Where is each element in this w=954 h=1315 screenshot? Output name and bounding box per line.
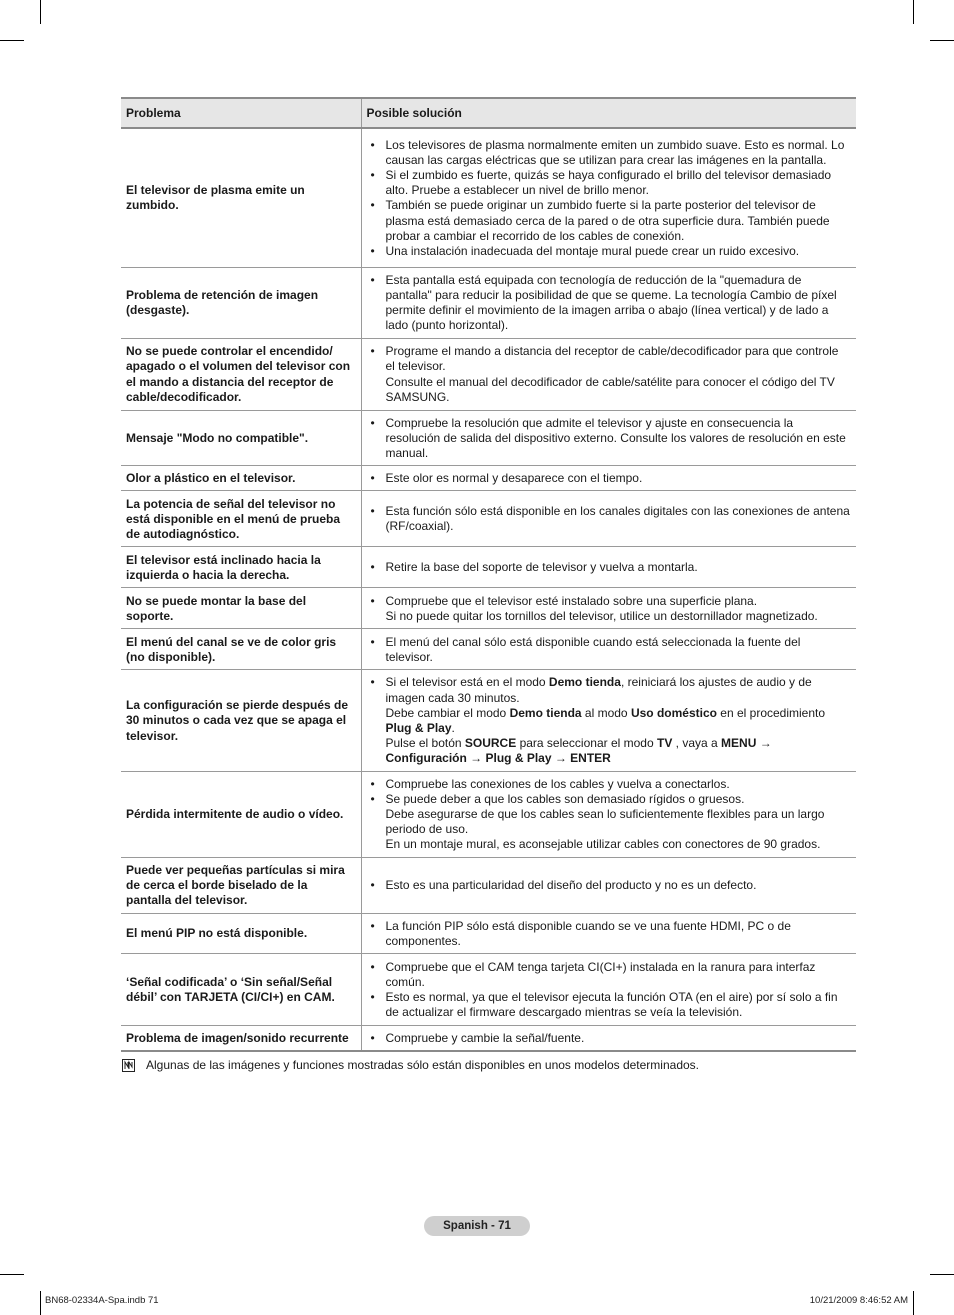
table-row <box>121 953 856 1025</box>
table-row <box>121 128 856 267</box>
solution-item: • Si el zumbido es fuerte, quizás se haya configurado el brillo del televisor demasiado alto. Pruebe a establecer un nivel de brillo menor. <box>367 168 852 198</box>
solution-line: • Programe el mando a distancia del receptor de cable/decodificador para que controle el televisor. <box>385 344 839 374</box>
solution-item: • Esto es normal, ya que el televisor ejecuta la función OTA (en el aire) por sí solo a fin de actualizar el firmware descargado mientras se veía la televisión. <box>367 990 852 1020</box>
solution-cell <box>361 1025 856 1051</box>
solution-item: • Compruebe las conexiones de los cables y vuelva a conectarlos. <box>367 777 852 792</box>
table-row <box>121 588 856 629</box>
solution-line: En un montaje mural, es aconsejable utilizar cables con conectores de 90 grados. <box>385 837 821 852</box>
solution-item <box>367 792 852 853</box>
crop-mark <box>40 0 41 24</box>
solution-cell <box>361 338 856 410</box>
text-run: , reiniciará los ajustes de audio y de imagen cada 30 minutos. <box>385 675 812 705</box>
troubleshooting-table <box>121 97 856 1052</box>
solution-cell <box>361 410 856 466</box>
solution-item: • Compruebe y cambie la señal/fuente. <box>367 1031 852 1046</box>
bold-run: MENU <box>721 736 757 751</box>
footnote <box>122 1058 699 1072</box>
problem-cell: Olor a plástico en el televisor. <box>121 466 361 491</box>
solution-cell <box>361 466 856 491</box>
solution-item <box>367 594 852 624</box>
solution-line: • Compruebe que el televisor esté instalado sobre una superficie plana. <box>385 593 758 608</box>
solution-item: • Compruebe la resolución que admite el televisor y ajuste en consecuencia la resolución de salida del dispositivo externo. Consulte los valores de resolución en este manual. <box>367 416 852 462</box>
table-row <box>121 267 856 338</box>
table-row <box>121 466 856 491</box>
bold-run: Plug & Play <box>385 720 452 735</box>
problem-cell: ‘Señal codificada’ o ‘Sin señal/Señal débil’ con TARJETA (CI/CI+) en CAM. <box>121 953 361 1025</box>
crop-mark <box>930 1274 954 1275</box>
text-run: al modo <box>581 705 631 720</box>
problem-cell: La configuración se pierde después de 30 minutos o cada vez que se apaga el televisor. <box>121 670 361 771</box>
table-row <box>121 913 856 953</box>
table-row <box>121 547 856 588</box>
footer-datetime: 10/21/2009 8:46:52 AM <box>809 1295 908 1306</box>
problem-cell: Puede ver pequeñas partículas si mira de cerca el borde biselado de la pantalla del televisor. <box>121 857 361 913</box>
solution-item: • Los televisores de plasma normalmente emiten un zumbido suave. Esto es normal. Lo causan las cargas eléctricas que se utilizan para crear las imágenes en la pantalla. <box>367 138 852 168</box>
problem-cell: El televisor de plasma emite un zumbido. <box>121 128 361 267</box>
solution-cell <box>361 491 856 547</box>
solution-item <box>367 675 852 766</box>
solution-line <box>386 675 852 705</box>
solution-line <box>386 706 852 736</box>
problem-cell: El menú del canal se ve de color gris (no disponible). <box>121 629 361 670</box>
solution-item: • El menú del canal sólo está disponible cuando está seleccionada la fuente del televisor. <box>367 635 852 665</box>
table-row <box>121 629 856 670</box>
solution-item <box>367 344 852 405</box>
problem-cell: No se puede montar la base del soporte. <box>121 588 361 629</box>
footnote-text: Algunas de las imágenes y funciones mostradas sólo están disponibles en unos modelos determinados. <box>146 1058 699 1072</box>
note-icon <box>122 1059 135 1072</box>
problem-cell: Mensaje "Modo no compatible". <box>121 410 361 466</box>
table-row <box>121 771 856 857</box>
crop-mark <box>40 1291 41 1315</box>
crop-mark <box>0 1274 24 1275</box>
solution-cell <box>361 953 856 1025</box>
solution-line: • Se puede deber a que los cables son demasiado rígidos o gruesos. <box>385 791 745 806</box>
crop-mark <box>0 40 24 41</box>
solution-item: • Una instalación inadecuada del montaje mural puede crear un ruido excesivo. <box>367 244 852 259</box>
solution-cell <box>361 267 856 338</box>
solution-cell <box>361 771 856 857</box>
header-problem: Problema <box>121 98 361 128</box>
text-run: Debe cambiar el modo <box>385 705 510 720</box>
solution-item: • Esto es una particularidad del diseño del producto y no es un defecto. <box>367 878 852 893</box>
page-number-label: Spanish - 71 <box>424 1216 530 1236</box>
text-run: , vaya a <box>672 736 722 751</box>
text-run: → <box>756 736 772 751</box>
table-header-row <box>121 98 856 128</box>
footer-file: BN68-02334A-Spa.indb 71 <box>45 1295 159 1306</box>
bold-run: SOURCE <box>464 736 517 751</box>
solution-cell <box>361 670 856 771</box>
text-run: en el procedimiento <box>716 705 826 720</box>
table-row <box>121 857 856 913</box>
solution-cell <box>361 547 856 588</box>
crop-mark <box>913 1291 914 1315</box>
problem-cell: Problema de imagen/sonido recurrente <box>121 1025 361 1051</box>
problem-cell: El televisor está inclinado hacia la izquierda o hacia la derecha. <box>121 547 361 588</box>
bold-run: TV <box>656 736 673 751</box>
solution-cell <box>361 629 856 670</box>
solution-line: Si no puede quitar los tornillos del televisor, utilice un destornillador magnetizado. <box>385 608 818 623</box>
bold-run: Demo tienda <box>509 705 582 720</box>
bold-run: Demo tienda <box>548 675 621 690</box>
table-row <box>121 670 856 771</box>
table-row <box>121 491 856 547</box>
solution-cell <box>361 128 856 267</box>
solution-line: Debe asegurarse de que los cables sean lo suficientemente flexibles para un largo periodo de uso. <box>385 806 825 837</box>
solution-cell <box>361 857 856 913</box>
table-row <box>121 338 856 410</box>
crop-mark <box>930 40 954 41</box>
header-solution: Posible solución <box>361 98 856 128</box>
solution-item: • La función PIP sólo está disponible cuando se ve una fuente HDMI, PC o de componentes. <box>367 919 852 949</box>
problem-cell: Pérdida intermitente de audio o vídeo. <box>121 771 361 857</box>
text-run: Si el televisor está en el modo <box>385 675 549 690</box>
solution-item: • Esta función sólo está disponible en los canales digitales con las conexiones de antena (RF/coaxial). <box>367 504 852 534</box>
solution-cell <box>361 913 856 953</box>
problem-cell: Problema de retención de imagen (desgaste). <box>121 267 361 338</box>
table-row <box>121 410 856 466</box>
solution-item: • Este olor es normal y desaparece con el tiempo. <box>367 471 852 486</box>
solution-item: • Retire la base del soporte de televisor y vuelva a montarla. <box>367 560 852 575</box>
text-run: . <box>451 720 455 735</box>
text-run: para seleccionar el modo <box>516 736 657 751</box>
crop-mark <box>913 0 914 24</box>
solution-item: • Compruebe que el CAM tenga tarjeta CI(CI+) instalada en la ranura para interfaz común. <box>367 960 852 990</box>
table-row <box>121 1025 856 1051</box>
solution-line: Configuración → Plug & Play → ENTER <box>385 751 611 766</box>
text-run: Pulse el botón <box>385 736 465 751</box>
solution-line: Consulte el manual del decodificador de cable/satélite para conocer el código del TV SAMSUNG. <box>385 374 835 404</box>
problem-cell: El menú PIP no está disponible. <box>121 913 361 953</box>
bold-run: Uso doméstico <box>630 705 717 720</box>
solution-line <box>386 736 852 751</box>
solution-item: • Esta pantalla está equipada con tecnología de reducción de la "quemadura de pantalla" para reducir la posibilidad de que se queme. La tecnología Cambio de píxel permite definir el movimiento de la imagen arriba o abajo (línea vertical) y de lado a lado (punto horizontal). <box>367 273 852 334</box>
problem-cell: No se puede controlar el encendido/ apagado o el volumen del televisor con el mando a distancia del receptor de cable/decodificador. <box>121 338 361 410</box>
solution-item: • También se puede originar un zumbido fuerte si la parte posterior del televisor de plasma está demasiado cerca de la pared o de otra superficie dura. También puede probar a cambiar el recorrido de los cables de conexión. <box>367 198 852 244</box>
solution-cell <box>361 588 856 629</box>
problem-cell: La potencia de señal del televisor no está disponible en el menú de prueba de autodiagnóstico. <box>121 491 361 547</box>
